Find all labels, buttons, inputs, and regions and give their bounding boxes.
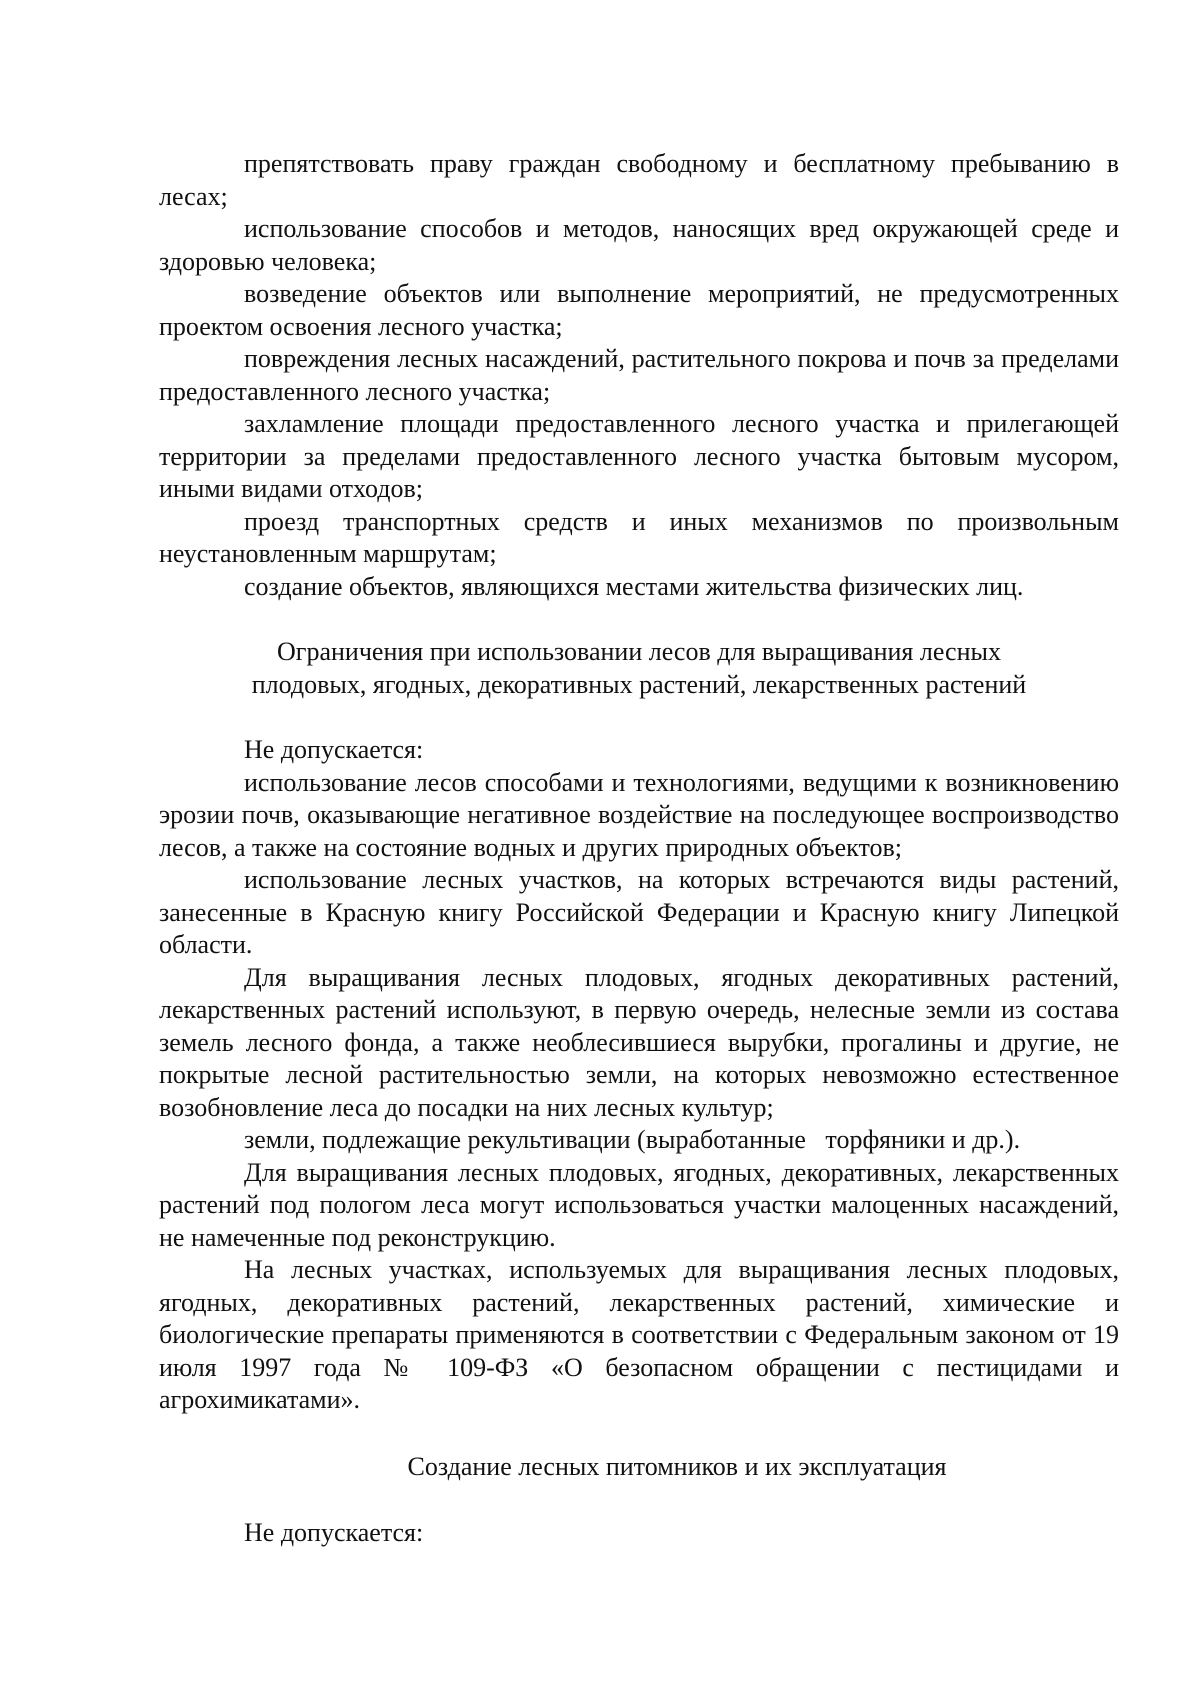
paragraph: препятствовать праву граждан свободному и бесплатному пребыванию в лесах;	[159, 149, 1119, 211]
spacer	[159, 1417, 1119, 1451]
paragraph: захламление площади предоставленного лесного участка и прилегающей территории за пределами предоставленного лесного участка бытовым мусором, иными видами отходов;	[159, 409, 1119, 503]
paragraph: возведение объектов или выполнение мероприятий, не предусмотренных проектом освоения лесного участка;	[159, 279, 1119, 341]
paragraph: использование лесов способами и технологиями, ведущими к возникновению эрозии почв, оказывающие негативное воздействие на последующее воспроизводство лесов, а также на состояние водных и других природных объектов;	[159, 767, 1119, 862]
spacer	[159, 701, 1119, 734]
paragraph: использование лесных участков, на которых встречаются виды растений, занесенные в Красную книгу Российской Федерации и Красную книгу Липецкой области.	[159, 865, 1119, 959]
not-allowed-label: Не допускается:	[244, 1518, 424, 1547]
not-allowed-label: Не допускается:	[244, 735, 424, 764]
section-heading-line: Ограничения при использовании лесов для выращивания лесных	[277, 637, 1001, 666]
paragraph: На лесных участках, используемых для выращивания лесных плодовых, ягодных, декоративных растений, лекарственных растений, химические и биологические препараты применяются в соответствии с Федеральным законом от 19 июля 1997 года № 109-ФЗ «О безопасном обращении с пестицидами и агрохимикатами».	[159, 1255, 1119, 1414]
paragraph: проезд транспортных средств и иных механизмов по произвольным неустановленным маршрутам;	[159, 506, 1119, 568]
spacer	[159, 1483, 1119, 1517]
paragraph: Для выращивания лесных плодовых, ягодных декоративных растений, лекарственных растений используют, в первую очередь, нелесные земли из состава земель лесного фонда, а также необлесившиеся вырубки, прогалины и другие, не покрытые лесной растительностью земли, на которых невозможно естественное возобновление леса до посадки на них лесных культур;	[159, 962, 1119, 1122]
spacer	[159, 603, 1119, 636]
paragraph: Для выращивания лесных плодовых, ягодных, декоративных, лекарственных растений под пологом леса могут использоваться участки малоценных насаждений, не намеченные под реконструкцию.	[159, 1157, 1119, 1252]
paragraph: повреждения лесных насаждений, растительного покрова и почв за пределами предоставленного лесного участка;	[159, 344, 1119, 406]
section-heading	[159, 636, 1119, 701]
paragraph: использование способов и методов, наносящих вред окружающей среде и здоровью человека;	[159, 214, 1119, 276]
section-heading-line: плодовых, ягодных, декоративных растений, лекарственных растений	[251, 669, 1027, 699]
paragraph: земли, подлежащие рекультивации (выработанные торфяники и др.).	[244, 1125, 1021, 1154]
document-page	[159, 148, 1119, 1550]
section-heading: Создание лесных питомников и их эксплуатация	[407, 1451, 947, 1481]
paragraph: создание объектов, являющихся местами жительства физических лиц.	[244, 571, 1024, 601]
